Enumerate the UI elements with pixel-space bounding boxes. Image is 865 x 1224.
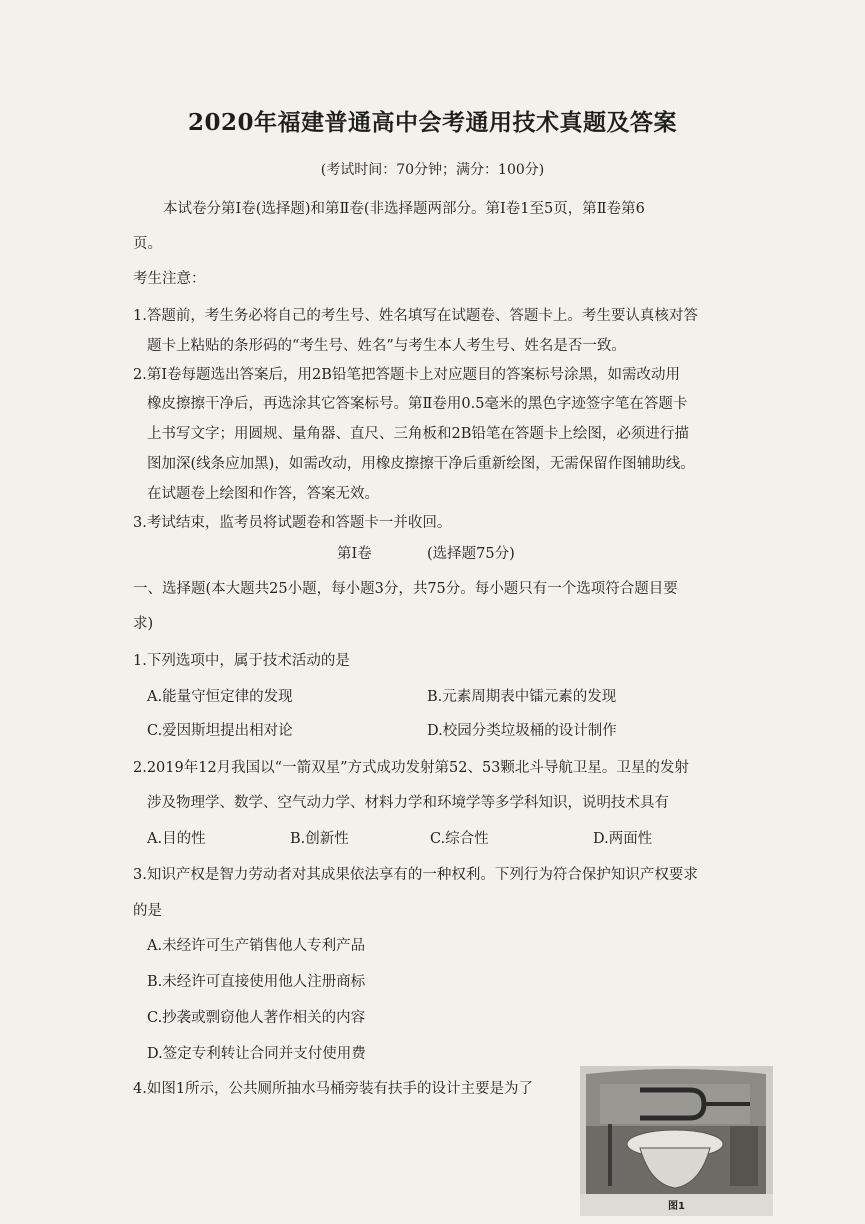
part-heading: 求) (133, 616, 154, 632)
notice-line: 图加深(线条应加黑)，如需改动，用橡皮擦擦干净后重新绘图，无需保留作图辅助线。 (147, 456, 695, 472)
question-3-option-b: B.未经许可直接使用他人注册商标 (147, 974, 366, 990)
notice-line: 2.第Ⅰ卷每题选出答案后，用2B铅笔把答题卡上对应题目的答案标号涂黑，如需改动用 (133, 367, 680, 383)
notice-line: 上书写文字；用圆规、量角器、直尺、三角板和2B铅笔在答题卡上绘图，必须进行描 (147, 426, 689, 442)
question-3-stem: 3.知识产权是智力劳动者对其成果依法享有的一种权利。下列行为符合保护知识产权要求 (133, 867, 698, 883)
notice-line: 题卡上粘贴的条形码的“考生号、姓名”与考生本人考生号、姓名是否一致。 (147, 338, 626, 354)
question-1-option-d: D.校园分类垃圾桶的设计制作 (427, 723, 617, 739)
question-2-option-b: B.创新性 (290, 831, 349, 847)
question-3-option-d: D.签定专利转让合同并支付使用费 (147, 1046, 366, 1062)
figure-1-toilet-photo (580, 1066, 773, 1216)
question-1-stem: 1.下列选项中，属于技术活动的是 (133, 653, 350, 669)
notice-heading: 考生注意： (133, 271, 206, 287)
exam-info: (考试时间：70分钟；满分：100分) (320, 162, 545, 178)
figure-caption: 图1 (668, 1201, 685, 1212)
question-3-stem: 的是 (133, 903, 162, 919)
page-title: 2020年福建普通高中会考通用技术真题及答案 (187, 109, 677, 136)
intro-line: 页。 (133, 236, 162, 252)
section-name: 第Ⅰ卷 (337, 546, 372, 562)
intro-line: 本试卷分第Ⅰ卷(选择题)和第Ⅱ卷(非选择题两部分。第Ⅰ卷1至5页，第Ⅱ卷第6 (163, 201, 645, 217)
question-1-option-b: B.元素周期表中镭元素的发现 (427, 689, 617, 705)
question-4-stem: 4.如图1所示，公共厕所抽水马桶旁装有扶手的设计主要是为了 (133, 1081, 534, 1097)
question-2-stem: 涉及物理学、数学、空气动力学、材料力学和环境学等多学科知识，说明技术具有 (147, 795, 669, 811)
question-3-option-c: C.抄袭或剽窃他人著作相关的内容 (147, 1010, 366, 1026)
notice-line: 3.考试结束，监考员将试题卷和答题卡一并收回。 (133, 515, 452, 531)
question-2-stem: 2.2019年12月我国以“一箭双星”方式成功发射第52、53颗北斗导航卫星。卫星的发射 (133, 760, 689, 776)
toilet-grab-bar-illustration (580, 1066, 773, 1216)
question-2-option-c: C.综合性 (430, 831, 489, 847)
question-2-option-a: A.目的性 (147, 831, 206, 847)
question-1-option-c: C.爱因斯坦提出相对论 (147, 723, 293, 739)
notice-line: 橡皮擦擦干净后，再选涂其它答案标号。第Ⅱ卷用0.5毫米的黑色字迹签字笔在答题卡 (147, 396, 688, 412)
part-heading: 一、选择题(本大题共25小题，每小题3分，共75分。每小题只有一个选项符合题目要 (133, 581, 678, 597)
notice-line: 在试题卷上绘图和作答，答案无效。 (147, 486, 379, 502)
notice-line: 1.答题前，考生务必将自己的考生号、姓名填写在试题卷、答题卡上。考生要认真核对答 (133, 308, 698, 324)
section-desc: (选择题75分) (427, 546, 515, 562)
question-3-option-a: A.未经许可生产销售他人专利产品 (147, 938, 366, 954)
question-2-option-d: D.两面性 (593, 831, 653, 847)
question-1-option-a: A.能量守恒定律的发现 (147, 689, 293, 705)
